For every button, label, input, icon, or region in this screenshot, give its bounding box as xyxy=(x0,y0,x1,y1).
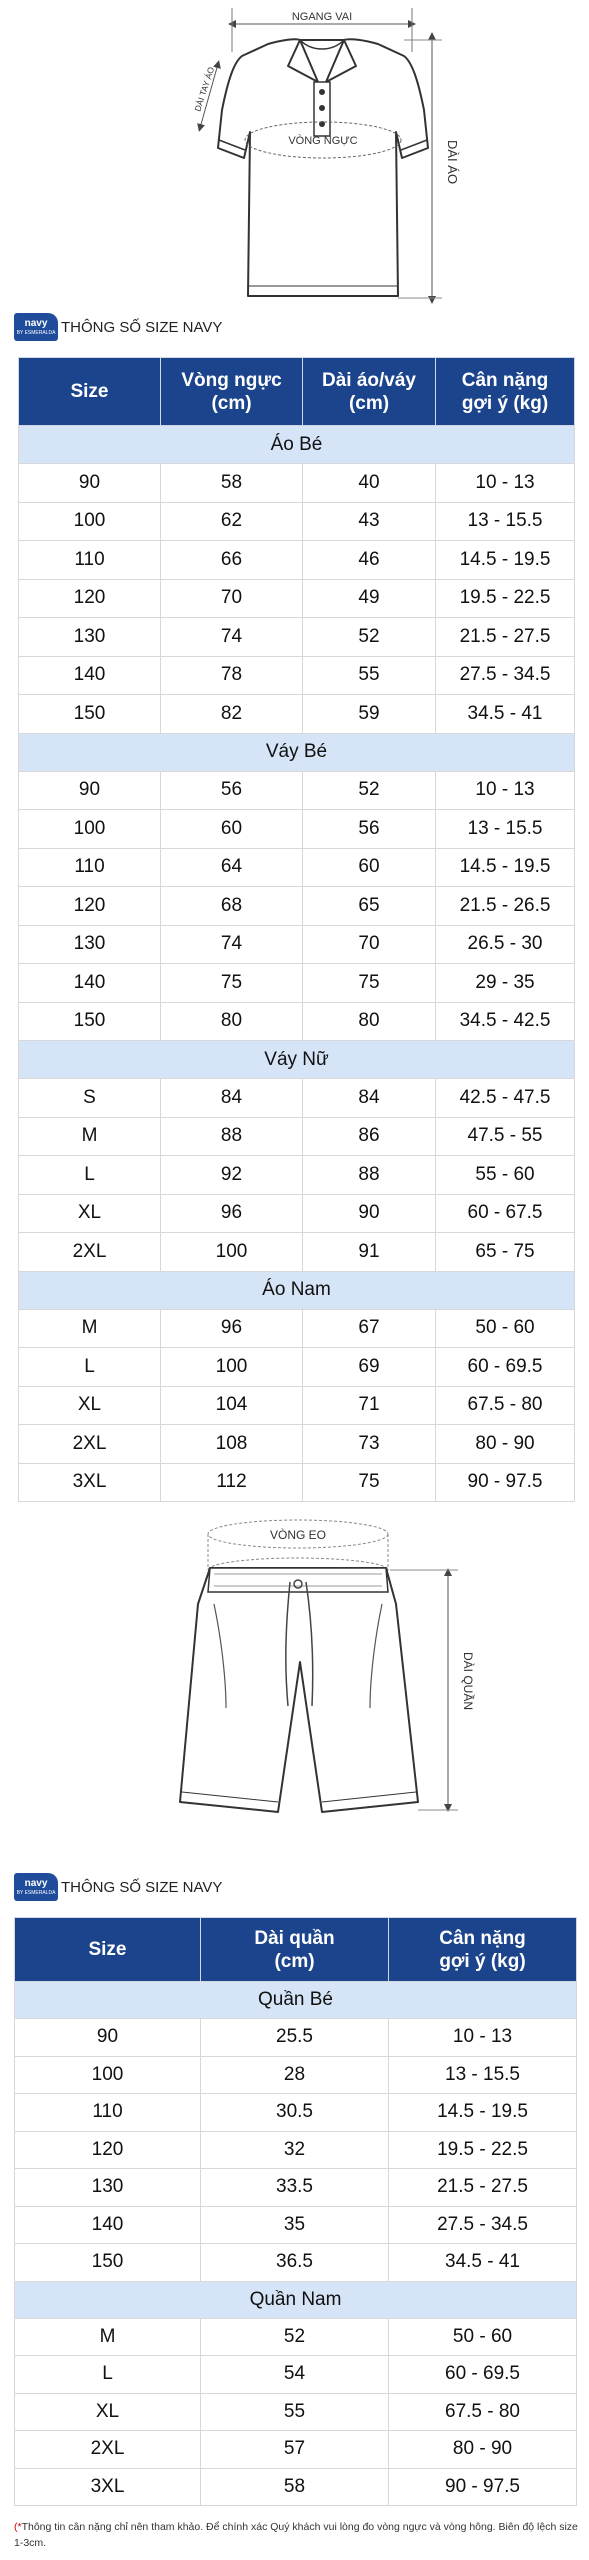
table-cell: 26.5 - 30 xyxy=(436,925,575,964)
table-cell: 130 xyxy=(19,925,161,964)
table-cell: 52 xyxy=(303,618,436,657)
table-cell: 35 xyxy=(201,2206,389,2244)
table-row xyxy=(19,1079,575,1118)
table-cell: 10 - 13 xyxy=(436,771,575,810)
table-cell: 100 xyxy=(161,1233,303,1272)
shirt-illustration xyxy=(0,0,589,312)
section-title: THÔNG SỐ SIZE NAVY xyxy=(61,318,223,336)
table-row xyxy=(15,2244,577,2282)
logo-main: navy xyxy=(24,317,48,329)
table-cell: 13 - 15.5 xyxy=(389,2056,577,2094)
table-cell: 96 xyxy=(161,1309,303,1348)
column-header: Size xyxy=(15,1918,201,1982)
table-cell: 67.5 - 80 xyxy=(436,1386,575,1425)
table-cell: 36.5 xyxy=(201,2244,389,2282)
table-cell: 14.5 - 19.5 xyxy=(389,2094,577,2132)
table-cell: 54 xyxy=(201,2356,389,2394)
table-cell: 60 - 67.5 xyxy=(436,1194,575,1233)
table-cell: 71 xyxy=(303,1386,436,1425)
table-cell: 100 xyxy=(19,502,161,541)
chest-label: VÒNG NGỰC xyxy=(288,135,358,147)
group-row xyxy=(19,733,575,771)
table-cell: 70 xyxy=(303,925,436,964)
table-cell: 34.5 - 41 xyxy=(389,2244,577,2282)
table-row xyxy=(15,2206,577,2244)
table-cell: XL xyxy=(15,2393,201,2431)
table-row xyxy=(19,541,575,580)
table-row xyxy=(15,2393,577,2431)
table-cell: 57 xyxy=(201,2431,389,2469)
table-cell: 59 xyxy=(303,695,436,734)
table-cell: 64 xyxy=(161,848,303,887)
logo-main: navy xyxy=(24,1877,48,1889)
table-cell: 33.5 xyxy=(201,2169,389,2207)
table-cell: 30.5 xyxy=(201,2094,389,2132)
table-row xyxy=(15,2094,577,2132)
table-cell: 14.5 - 19.5 xyxy=(436,541,575,580)
table-row xyxy=(19,810,575,849)
navy-logo xyxy=(14,1873,58,1901)
table-cell: 21.5 - 27.5 xyxy=(436,618,575,657)
table-cell: 70 xyxy=(161,579,303,618)
table-cell: 55 xyxy=(303,656,436,695)
table-row xyxy=(19,964,575,1003)
table-cell: 19.5 - 22.5 xyxy=(436,579,575,618)
table-cell: 56 xyxy=(161,771,303,810)
table-cell: 58 xyxy=(201,2468,389,2506)
table-cell: 65 - 75 xyxy=(436,1233,575,1272)
table-row xyxy=(19,1156,575,1195)
table-row xyxy=(19,771,575,810)
table-cell: 92 xyxy=(161,1156,303,1195)
table-cell: 62 xyxy=(161,502,303,541)
table-cell: 130 xyxy=(15,2169,201,2207)
table-row xyxy=(19,848,575,887)
table-cell: 75 xyxy=(303,964,436,1003)
table-row xyxy=(19,925,575,964)
table-cell: 60 xyxy=(161,810,303,849)
table-cell: 42.5 - 47.5 xyxy=(436,1079,575,1118)
table-cell: 80 xyxy=(303,1002,436,1041)
table-cell: 90 xyxy=(15,2019,201,2057)
table-cell: 69 xyxy=(303,1348,436,1387)
table-cell: 88 xyxy=(303,1156,436,1195)
table-cell: 58 xyxy=(161,464,303,503)
table-cell: 60 xyxy=(303,848,436,887)
group-row xyxy=(15,1982,577,2019)
table-cell: 60 - 69.5 xyxy=(436,1348,575,1387)
sleeve-label: DÀI TAY ÁO xyxy=(192,65,217,113)
table-cell: 80 - 90 xyxy=(389,2431,577,2469)
table-header-row xyxy=(15,1918,577,1982)
column-header: Dài quần (cm) xyxy=(201,1918,389,1982)
table-cell: 49 xyxy=(303,579,436,618)
table-cell: 10 - 13 xyxy=(436,464,575,503)
table-cell: 140 xyxy=(15,2206,201,2244)
table-cell: 2XL xyxy=(19,1233,161,1272)
table-cell: 34.5 - 41 xyxy=(436,695,575,734)
table-cell: 2XL xyxy=(15,2431,201,2469)
table-cell: 50 - 60 xyxy=(389,2318,577,2356)
table-cell: 27.5 - 34.5 xyxy=(389,2206,577,2244)
table-cell: 78 xyxy=(161,656,303,695)
table-cell: S xyxy=(19,1079,161,1118)
table-cell: 110 xyxy=(15,2094,201,2132)
group-title: Quần Bé xyxy=(15,1982,577,2019)
table-cell: 46 xyxy=(303,541,436,580)
table-cell: 67 xyxy=(303,1309,436,1348)
group-title: Áo Nam xyxy=(19,1271,575,1309)
table-cell: 65 xyxy=(303,887,436,926)
table-cell: XL xyxy=(19,1386,161,1425)
table-cell: 140 xyxy=(19,964,161,1003)
table-cell: 150 xyxy=(15,2244,201,2282)
table-cell: 32 xyxy=(201,2131,389,2169)
navy-logo xyxy=(14,313,58,341)
column-header: Cân nặng gợi ý (kg) xyxy=(436,358,575,426)
table-cell: 75 xyxy=(161,964,303,1003)
table-row xyxy=(15,2431,577,2469)
table-cell: 120 xyxy=(15,2131,201,2169)
table-row xyxy=(15,2356,577,2394)
logo-sub: BY ESMERALDA xyxy=(16,1889,56,1896)
table-cell: 84 xyxy=(303,1079,436,1118)
footnote-text: Thông tin cân nặng chỉ nên tham khảo. Để chính xác Quý khách vui lòng đo vòng ngực và vòng hông. Biên độ lệch size 1-3cm. xyxy=(14,2521,578,2549)
table-row xyxy=(19,618,575,657)
table-cell: 90 - 97.5 xyxy=(389,2468,577,2506)
shoulder-label: NGANG VAI xyxy=(291,11,353,23)
group-row xyxy=(19,1271,575,1309)
brand-header-2 xyxy=(14,1872,222,1902)
table-cell: L xyxy=(19,1156,161,1195)
table-cell: 34.5 - 42.5 xyxy=(436,1002,575,1041)
table-cell: 130 xyxy=(19,618,161,657)
table-cell: 3XL xyxy=(15,2468,201,2506)
table-row xyxy=(19,1117,575,1156)
waist-label: VÒNG EO xyxy=(269,1528,327,1542)
table-row xyxy=(15,2318,577,2356)
table-cell: L xyxy=(19,1348,161,1387)
table-cell: 80 xyxy=(161,1002,303,1041)
table-row xyxy=(19,1386,575,1425)
table-cell: 90 - 97.5 xyxy=(436,1463,575,1502)
table-cell: 60 - 69.5 xyxy=(389,2356,577,2394)
table-cell: 74 xyxy=(161,618,303,657)
table-cell: 13 - 15.5 xyxy=(436,502,575,541)
table-cell: 28 xyxy=(201,2056,389,2094)
table-cell: 108 xyxy=(161,1425,303,1464)
pants-illustration xyxy=(0,1512,589,1872)
table-cell: 55 xyxy=(201,2393,389,2431)
table-cell: 27.5 - 34.5 xyxy=(436,656,575,695)
table-cell: 86 xyxy=(303,1117,436,1156)
table-cell: 80 - 90 xyxy=(436,1425,575,1464)
table-cell: 84 xyxy=(161,1079,303,1118)
table-row xyxy=(15,2019,577,2057)
table-cell: M xyxy=(15,2318,201,2356)
table-cell: 90 xyxy=(19,771,161,810)
table-cell: 55 - 60 xyxy=(436,1156,575,1195)
table-cell: 104 xyxy=(161,1386,303,1425)
group-row xyxy=(15,2281,577,2318)
table-cell: 50 - 60 xyxy=(436,1309,575,1348)
group-row xyxy=(19,1041,575,1079)
table-cell: 47.5 - 55 xyxy=(436,1117,575,1156)
table-cell: 43 xyxy=(303,502,436,541)
table-cell: 82 xyxy=(161,695,303,734)
pants-length-label: DÀI QUẦN xyxy=(461,1652,475,1711)
column-header: Vòng ngực (cm) xyxy=(161,358,303,426)
table-row xyxy=(19,695,575,734)
top-size-table xyxy=(18,357,575,1502)
table-cell: 112 xyxy=(161,1463,303,1502)
table-row xyxy=(19,887,575,926)
table-cell: 140 xyxy=(19,656,161,695)
table-cell: 25.5 xyxy=(201,2019,389,2057)
table-cell: 73 xyxy=(303,1425,436,1464)
table-row xyxy=(19,1233,575,1272)
group-title: Áo Bé xyxy=(19,426,575,464)
table-cell: 100 xyxy=(19,810,161,849)
table-cell: 150 xyxy=(19,695,161,734)
footnote-marker: (* xyxy=(14,2521,22,2533)
table-row xyxy=(19,502,575,541)
table-row xyxy=(19,1348,575,1387)
table-cell: 74 xyxy=(161,925,303,964)
table-cell: 120 xyxy=(19,579,161,618)
table-cell: 90 xyxy=(19,464,161,503)
table-row xyxy=(19,1463,575,1502)
pants-size-table xyxy=(14,1917,577,2506)
group-title: Váy Bé xyxy=(19,733,575,771)
table-row xyxy=(19,464,575,503)
table-cell: 91 xyxy=(303,1233,436,1272)
table-cell: 52 xyxy=(303,771,436,810)
table-cell: 29 - 35 xyxy=(436,964,575,1003)
table-header-row xyxy=(19,358,575,426)
table-cell: 40 xyxy=(303,464,436,503)
shirt-diagram xyxy=(0,0,589,312)
table-cell: 88 xyxy=(161,1117,303,1156)
table-cell: 3XL xyxy=(19,1463,161,1502)
column-header: Cân nặng gợi ý (kg) xyxy=(389,1918,577,1982)
group-title: Váy Nữ xyxy=(19,1041,575,1079)
table-cell: 96 xyxy=(161,1194,303,1233)
section-title: THÔNG SỐ SIZE NAVY xyxy=(61,1878,223,1896)
group-title: Quần Nam xyxy=(15,2281,577,2318)
table-row xyxy=(15,2468,577,2506)
table-cell: 21.5 - 27.5 xyxy=(389,2169,577,2207)
table-cell: 52 xyxy=(201,2318,389,2356)
table-cell: 150 xyxy=(19,1002,161,1041)
table-cell: 14.5 - 19.5 xyxy=(436,848,575,887)
table-cell: 19.5 - 22.5 xyxy=(389,2131,577,2169)
table-row xyxy=(19,656,575,695)
table-cell: 10 - 13 xyxy=(389,2019,577,2057)
table-cell: 75 xyxy=(303,1463,436,1502)
length-label: DÀI ÁO xyxy=(445,140,460,185)
table-row xyxy=(19,1194,575,1233)
footnote xyxy=(14,2519,580,2551)
pants-diagram xyxy=(0,1512,589,1872)
column-header: Dài áo/váy (cm) xyxy=(303,358,436,426)
table-cell: 67.5 - 80 xyxy=(389,2393,577,2431)
group-row xyxy=(19,426,575,464)
table-cell: M xyxy=(19,1309,161,1348)
table-cell: 66 xyxy=(161,541,303,580)
brand-header-1 xyxy=(14,312,222,342)
table-cell: XL xyxy=(19,1194,161,1233)
table-cell: 110 xyxy=(19,848,161,887)
table-row xyxy=(19,1309,575,1348)
table-cell: 100 xyxy=(15,2056,201,2094)
table-cell: 90 xyxy=(303,1194,436,1233)
table-row xyxy=(19,579,575,618)
table-cell: 68 xyxy=(161,887,303,926)
table-row xyxy=(19,1425,575,1464)
table-cell: 2XL xyxy=(19,1425,161,1464)
table-row xyxy=(15,2169,577,2207)
table-cell: 13 - 15.5 xyxy=(436,810,575,849)
table-cell: L xyxy=(15,2356,201,2394)
logo-sub: BY ESMERALDA xyxy=(16,329,56,336)
table-cell: 21.5 - 26.5 xyxy=(436,887,575,926)
table-cell: 100 xyxy=(161,1348,303,1387)
column-header: Size xyxy=(19,358,161,426)
table-cell: 56 xyxy=(303,810,436,849)
table-cell: M xyxy=(19,1117,161,1156)
table-cell: 110 xyxy=(19,541,161,580)
table-row xyxy=(19,1002,575,1041)
table-cell: 120 xyxy=(19,887,161,926)
table-row xyxy=(15,2131,577,2169)
table-row xyxy=(15,2056,577,2094)
